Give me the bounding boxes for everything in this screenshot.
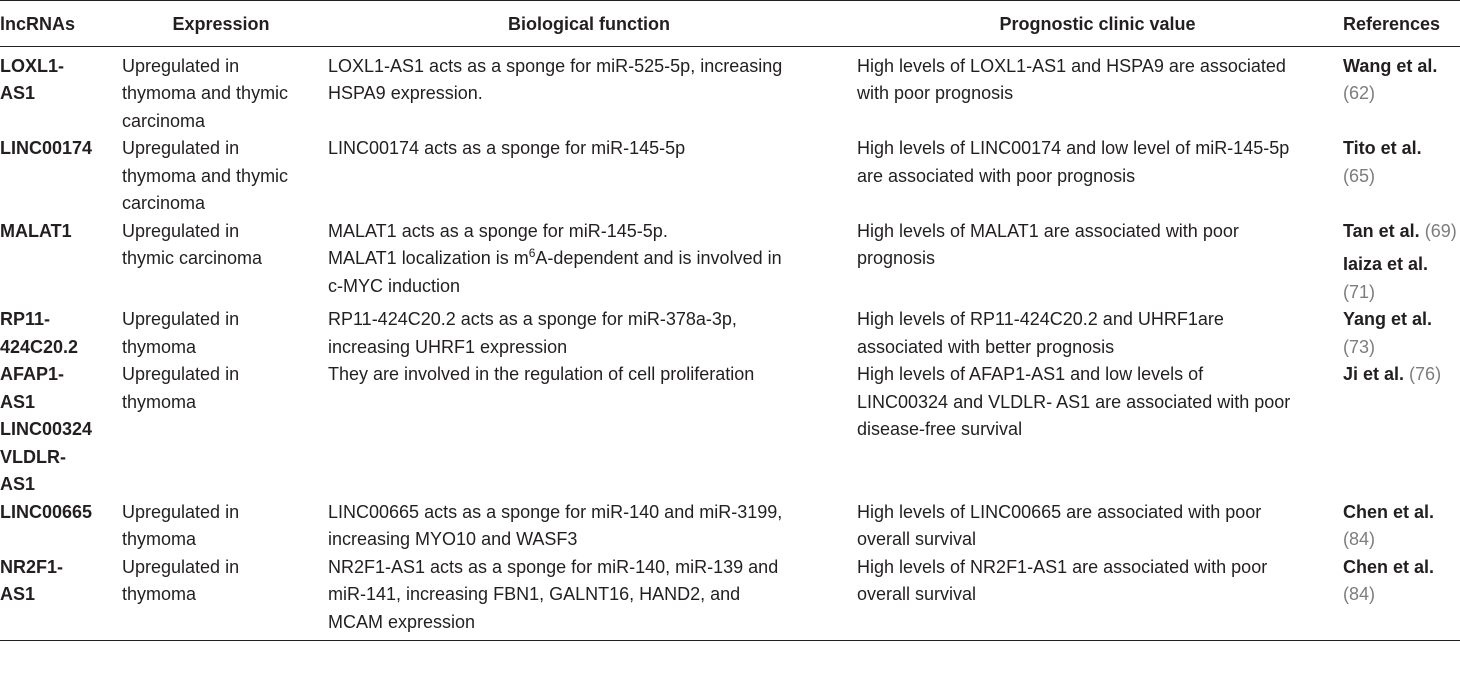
- header-prognostic-value: Prognostic clinic value: [854, 1, 1341, 47]
- table-row: [0, 306, 1460, 361]
- prognostic-value-cell: High levels of MALAT1 are associated with poor prognosis: [857, 220, 1239, 268]
- expression-cell: Upregulated in thymoma: [122, 364, 240, 412]
- reference: Tito et al. (65): [1343, 138, 1422, 186]
- biological-function-cell: RP11-424C20.2 acts as a sponge for miR-378a-3p, increasing UHRF1 expression: [328, 309, 737, 357]
- table-row: [0, 218, 1460, 307]
- references-cell: [1341, 135, 1460, 218]
- reference: Wang et al. (62): [1343, 55, 1438, 103]
- biological-function-cell: LOXL1-AS1 acts as a sponge for miR-525-5p, increasing HSPA9 expression.: [328, 55, 783, 103]
- header-lncrnas: lncRNAs: [0, 1, 118, 47]
- reference-link[interactable]: (65): [1343, 165, 1376, 186]
- reference-link[interactable]: (71): [1343, 281, 1376, 302]
- reference-link[interactable]: (69): [1424, 220, 1457, 241]
- reference: Ji et al. (76): [1343, 364, 1442, 384]
- biological-function-cell: MALAT1 acts as a sponge for miR-145-5p. MALAT1 localization is $m^6A$-dependent and is involved in c-MYC induction: [328, 220, 782, 296]
- biological-function-cell: LINC00174 acts as a sponge for miR-145-5p: [328, 138, 686, 158]
- lncrna-name: MALAT1: [0, 220, 72, 241]
- biological-function-cell: They are involved in the regulation of cell proliferation: [328, 364, 755, 384]
- prognostic-value-cell: High levels of LOXL1-AS1 and HSPA9 are associated with poor prognosis: [857, 55, 1286, 103]
- lncrna-name: LOXL1- AS1: [0, 55, 65, 103]
- expression-cell: Upregulated in thymoma: [122, 309, 240, 357]
- table-row: [0, 135, 1460, 218]
- biological-function-cell: NR2F1-AS1 acts as a sponge for miR-140, miR-139 and miR-141, increasing FBN1, GALNT16, HAND2, and MCAM expression: [324, 554, 854, 641]
- expression-cell: Upregulated in thymic carcinoma: [122, 220, 263, 268]
- expression-cell: Upregulated in thymoma: [122, 501, 240, 549]
- table-header-row: [0, 1, 1460, 47]
- header-expression: Expression: [118, 1, 324, 47]
- lncrna-name: AFAP1- AS1 LINC00324 VLDLR- AS1: [0, 364, 93, 494]
- header-biological-function: Biological function: [324, 1, 854, 47]
- reference: Yang et al. (73): [1343, 309, 1433, 357]
- table-row: [0, 499, 1460, 554]
- expression-cell: Upregulated in thymoma and thymic carcinoma: [122, 138, 289, 213]
- reference: Iaiza et al. (71): [1343, 254, 1429, 302]
- reference: Chen et al. (84): [1343, 501, 1435, 549]
- lncrna-name: NR2F1- AS1: [0, 554, 118, 641]
- references-cell: [1341, 499, 1460, 554]
- prognostic-value-cell: High levels of RP11-424C20.2 and UHRF1are associated with better prognosis: [857, 309, 1224, 357]
- references-cell: [1341, 306, 1460, 361]
- prognostic-value-cell: High levels of LINC00665 are associated with poor overall survival: [857, 501, 1262, 549]
- header-references: References: [1341, 1, 1460, 47]
- lncrna-name: RP11- 424C20.2: [0, 309, 79, 357]
- reference-link[interactable]: (76): [1409, 364, 1442, 384]
- lncrna-name: LINC00174: [0, 138, 93, 158]
- references-cell: [1341, 554, 1460, 641]
- references-cell: [1341, 361, 1460, 499]
- reference-link[interactable]: (73): [1343, 336, 1376, 357]
- prognostic-value-cell: High levels of NR2F1-AS1 are associated with poor overall survival: [854, 554, 1341, 641]
- reference-link[interactable]: (62): [1343, 83, 1376, 103]
- lncrna-name: LINC00665: [0, 501, 93, 522]
- reference-link[interactable]: (84): [1343, 584, 1376, 604]
- table-row: [0, 46, 1460, 135]
- reference: Tan et al. (69): [1343, 220, 1457, 241]
- prognostic-value-cell: High levels of LINC00174 and low level of miR-145-5p are associated with poor prognosis: [857, 138, 1290, 186]
- reference-link[interactable]: (84): [1343, 529, 1376, 549]
- prognostic-value-cell: High levels of AFAP1-AS1 and low levels of LINC00324 and VLDLR- AS1 are associated with poor disease-free survival: [857, 364, 1291, 439]
- table-row: [0, 554, 1460, 641]
- biological-function-cell: LINC00665 acts as a sponge for miR-140 and miR-3199, increasing MYO10 and WASF3: [328, 501, 783, 549]
- expression-cell: Upregulated in thymoma: [118, 554, 324, 641]
- reference: Chen et al. (84): [1343, 556, 1435, 604]
- superscript: 6: [528, 246, 536, 260]
- expression-cell: Upregulated in thymoma and thymic carcinoma: [122, 55, 289, 131]
- table-row: [0, 361, 1460, 499]
- references-cell: [1341, 46, 1460, 135]
- references-cell: [1341, 218, 1460, 307]
